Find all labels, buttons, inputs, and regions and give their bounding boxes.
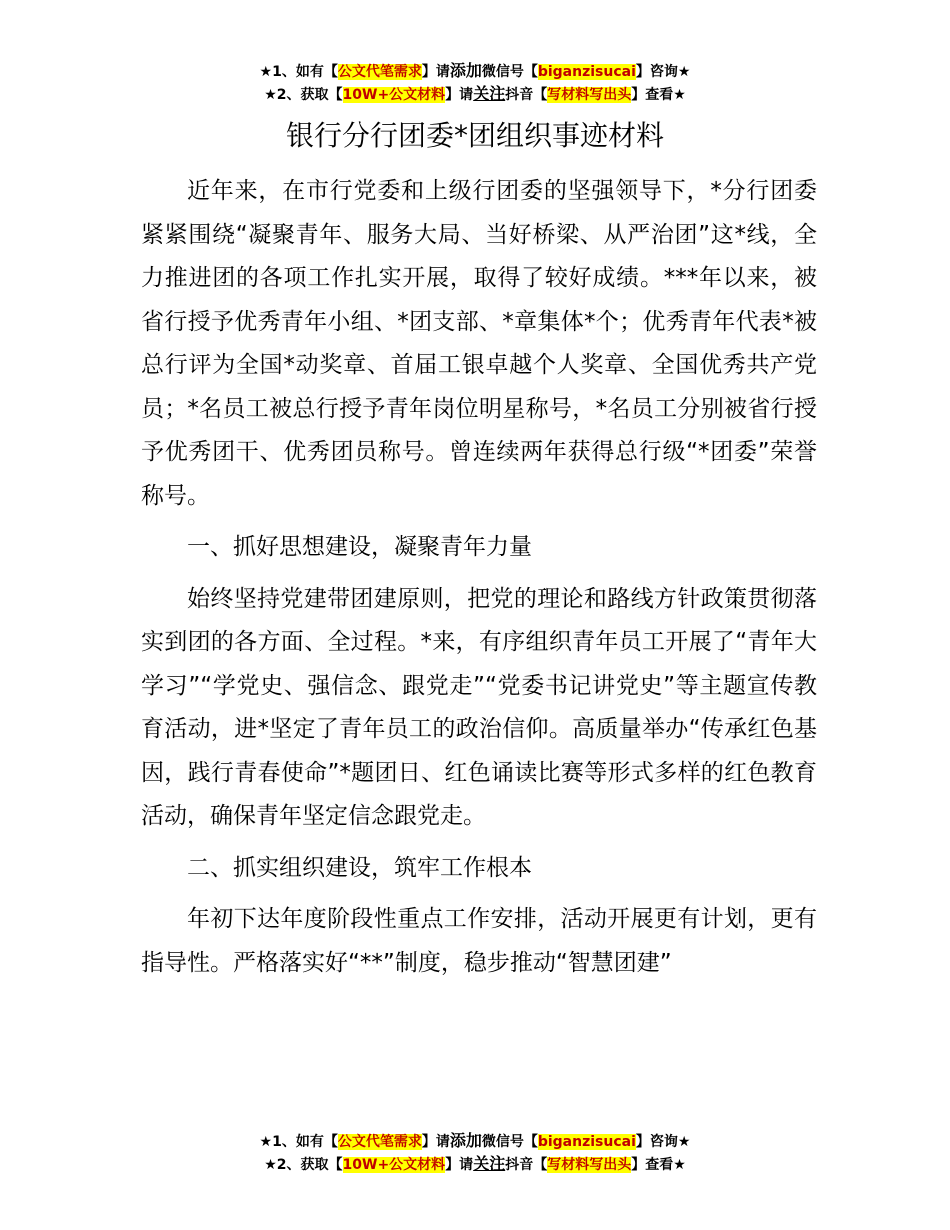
body-paragraph: 年初下达年度阶段性重点工作安排，活动开展更有计划，更有指导性。严格落实好“**”制度，稳步推动“智慧团建” <box>141 906 817 976</box>
promo-text: 】请 <box>421 64 450 80</box>
promo-text: 】查看★ <box>631 87 686 103</box>
promo-text: 】咨询★ <box>635 1134 691 1150</box>
promo-text: 】请 <box>445 1157 474 1173</box>
promo-highlight-wechat-id: biganzisucai <box>537 64 636 80</box>
body-paragraph: 始终坚持党建带团建原则，把党的理论和路线方针政策贯彻落实到团的各方面、全过程。*来，有序组织青年员工开展了“青年大学习”“学党史、强信念、跟党走”“党委书记讲党史”等主题宣传教育活动，进*坚定了青年员工的政治信仰。高质量举办“传承红色基因，践行青春使命”*题团日、红色诵读比赛等形式多样的红色教育活动，确保青年坚定信念跟党走。 <box>141 585 817 829</box>
document-title: 银行分行团委*团组织事迹材料 <box>285 119 664 152</box>
promo-text: ★1、如有【 <box>259 1134 338 1150</box>
promo-text: 】查看★ <box>631 1157 686 1173</box>
promo-highlight-service: 公文代笔需求 <box>337 64 422 80</box>
promo-text: ★2、获取【 <box>264 87 343 103</box>
promo-highlight-douyin: 写材料写出头 <box>547 1157 632 1173</box>
promo-line-2 <box>0 1153 950 1176</box>
promo-text: 】咨询★ <box>635 64 691 80</box>
section-heading: 一、抓好思想建设，凝聚青年力量 <box>187 534 532 560</box>
promo-highlight-wechat-id: biganzisucai <box>537 1134 636 1150</box>
promo-text: 】请 <box>421 1134 450 1150</box>
promo-line-1 <box>0 60 950 83</box>
promo-line-2 <box>0 83 950 106</box>
promo-text: 微信号【 <box>481 1134 538 1150</box>
header-promo-banner <box>0 60 950 106</box>
promo-text: 】请 <box>445 87 474 103</box>
promo-emphasis-add: 添加 <box>449 1131 482 1150</box>
promo-text: 抖音【 <box>505 1157 548 1173</box>
promo-emphasis-follow: 关注 <box>473 1154 506 1173</box>
promo-emphasis-follow: 关注 <box>473 84 506 103</box>
promo-text: 抖音【 <box>505 87 548 103</box>
body-paragraph: 近年来，在市行党委和上级行团委的坚强领导下，*分行团委紧紧围绕“凝聚青年、服务大局、当好桥梁、从严治团”这*线，全力推进团的各项工作扎实开展，取得了较好成绩。***年以来，被省行授予优秀青年小组、*团支部、*章集体*个；优秀青年代表*被总行评为全国*动奖章、首届工银卓越个人奖章、全国优秀共产党员；*名员工被总行授予青年岗位明星称号，*名员工分别被省行授予优秀团干、优秀团员称号。曾连续两年获得总行级“*团委”荣誉称号。 <box>141 178 817 509</box>
promo-highlight-materials: 10W+公文材料 <box>342 1157 446 1173</box>
promo-highlight-service: 公文代笔需求 <box>337 1134 422 1150</box>
document-body <box>141 170 817 985</box>
promo-line-1 <box>0 1130 950 1153</box>
promo-text: ★2、获取【 <box>264 1157 343 1173</box>
promo-highlight-douyin: 写材料写出头 <box>547 87 632 103</box>
section-heading: 二、抓实组织建设，筑牢工作根本 <box>187 854 532 881</box>
promo-text: ★1、如有【 <box>259 64 338 80</box>
promo-emphasis-add: 添加 <box>449 61 482 80</box>
promo-text: 微信号【 <box>481 64 538 80</box>
promo-highlight-materials: 10W+公文材料 <box>342 87 446 103</box>
footer-promo-banner <box>0 1130 950 1176</box>
